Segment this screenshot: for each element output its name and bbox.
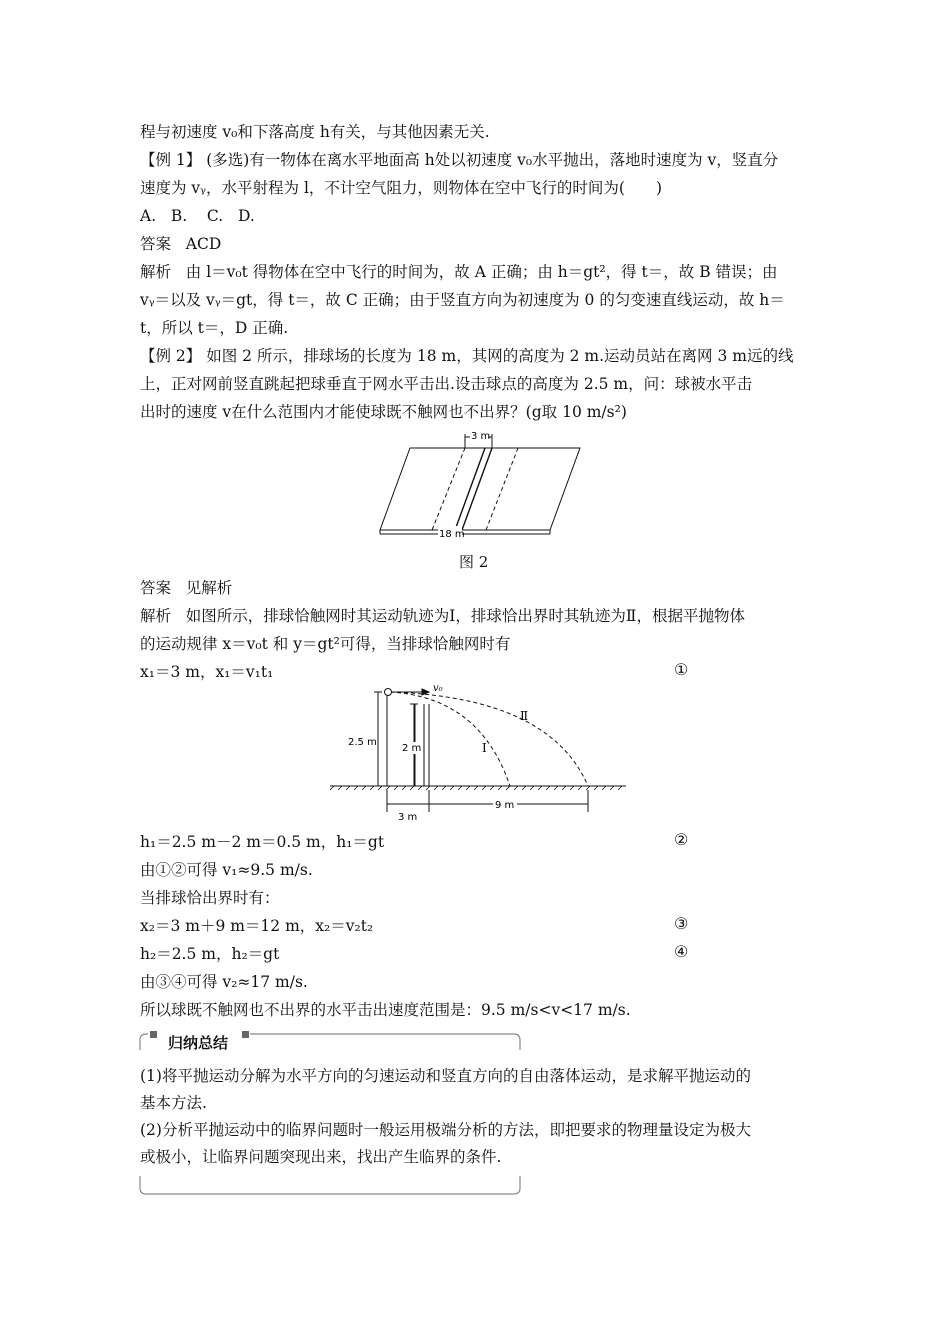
analysis: 解析 由 l＝v₀t 得物体在空中飞行的时间为，故 A 正确；由 h＝gt²，得 t＝，故 B 错误；由 [140, 263, 778, 281]
distance-9m-label: 9 m [495, 800, 515, 811]
equation: h₂＝2.5 m，h₂＝gt [140, 945, 280, 963]
court-width-label: 3 m [471, 431, 491, 442]
answer: 答案 见解析 [140, 579, 233, 597]
options: A. B. C. D. [140, 207, 255, 225]
equation: h₁＝2.5 m－2 m＝0.5 m，h₁＝gt [140, 833, 385, 851]
summary-line: (2)分析平抛运动中的临界问题时一般运用极端分析的方法，即把要求的物理量设定为极大 [140, 1121, 751, 1139]
equation: x₁＝3 m，x₁＝v₁t₁ [140, 663, 274, 681]
example-2-question: 【例 2】 如图 2 所示，排球场的长度为 18 m，其网的高度为 2 m.运动员站在离网 3 m远的线 [140, 347, 794, 365]
ball-height-label: 2.5 m [348, 737, 377, 748]
text-line: t，所以 t＝，D 正确. [140, 319, 289, 337]
conclusion: 所以球既不触网也不出界的水平击出速度范围是：9.5 m/s<v<17 m/s. [140, 1001, 631, 1019]
text-line: 的运动规律 x＝v₀t 和 y＝gt²可得，当排球恰触网时有 [140, 635, 511, 653]
equation-number: ② [674, 830, 689, 849]
text-line: vᵧ＝以及 vᵧ＝gt，得 t＝，故 C 正确；由于竖直方向为初速度为 0 的匀变速直线运动，故 h＝ [140, 291, 785, 309]
trajectory-2-label: Ⅱ [520, 709, 529, 723]
text-line: 程与初速度 v₀和下落高度 h有关，与其他因素无关. [140, 123, 490, 141]
distance-3m-label: 3 m [398, 812, 418, 823]
text-line: 速度为 vᵧ，水平射程为 l，不计空气阻力，则物体在空中飞行的时间为( ) [140, 179, 662, 197]
summary-title: 归纳总结 [168, 1034, 229, 1052]
text-line: 上，正对网前竖直跳起把球垂直于网水平击出.设击球点的高度为 2.5 m，问：球被水平击 [140, 375, 753, 393]
example-1-question: 【例 1】 (多选)有一物体在离水平地面高 h处以初速度 v₀水平抛出，落地时速度为 v，竖直分 [140, 151, 779, 169]
equation: x₂＝3 m＋9 m＝12 m，x₂＝v₂t₂ [140, 917, 374, 935]
summary-box-frame [138, 1030, 524, 1198]
equation-number: ③ [674, 914, 689, 933]
trajectory-figure [330, 682, 630, 824]
analysis: 解析 如图所示，排球恰触网时其运动轨迹为Ⅰ，排球恰出界时其轨迹为Ⅱ，根据平抛物体 [140, 607, 745, 625]
equation-number: ① [674, 660, 689, 679]
answer: 答案 ACD [140, 235, 222, 253]
trajectory-1-label: Ⅰ [482, 741, 487, 755]
text-line: 由③④可得 v₂≈17 m/s. [140, 973, 308, 991]
text-line: 由①②可得 v₁≈9.5 m/s. [140, 861, 313, 879]
court-length-label: 18 m [439, 529, 465, 540]
summary-line: 或极小，让临界问题突现出来，找出产生临界的条件. [140, 1148, 502, 1166]
summary-line: 基本方法. [140, 1094, 207, 1112]
court-figure [370, 426, 590, 542]
velocity-label: v₀ [433, 683, 443, 694]
equation-number: ④ [674, 942, 689, 961]
net-height-label: 2 m [402, 743, 422, 754]
text-line: 当排球恰出界时有： [140, 889, 280, 907]
text-line: 出时的速度 v在什么范围内才能使球既不触网也不出界？(g取 10 m/s²) [140, 403, 627, 421]
summary-line: (1)将平抛运动分解为水平方向的匀速运动和竖直方向的自由落体运动，是求解平抛运动的 [140, 1067, 751, 1085]
figure-caption: 图 2 [459, 553, 489, 571]
